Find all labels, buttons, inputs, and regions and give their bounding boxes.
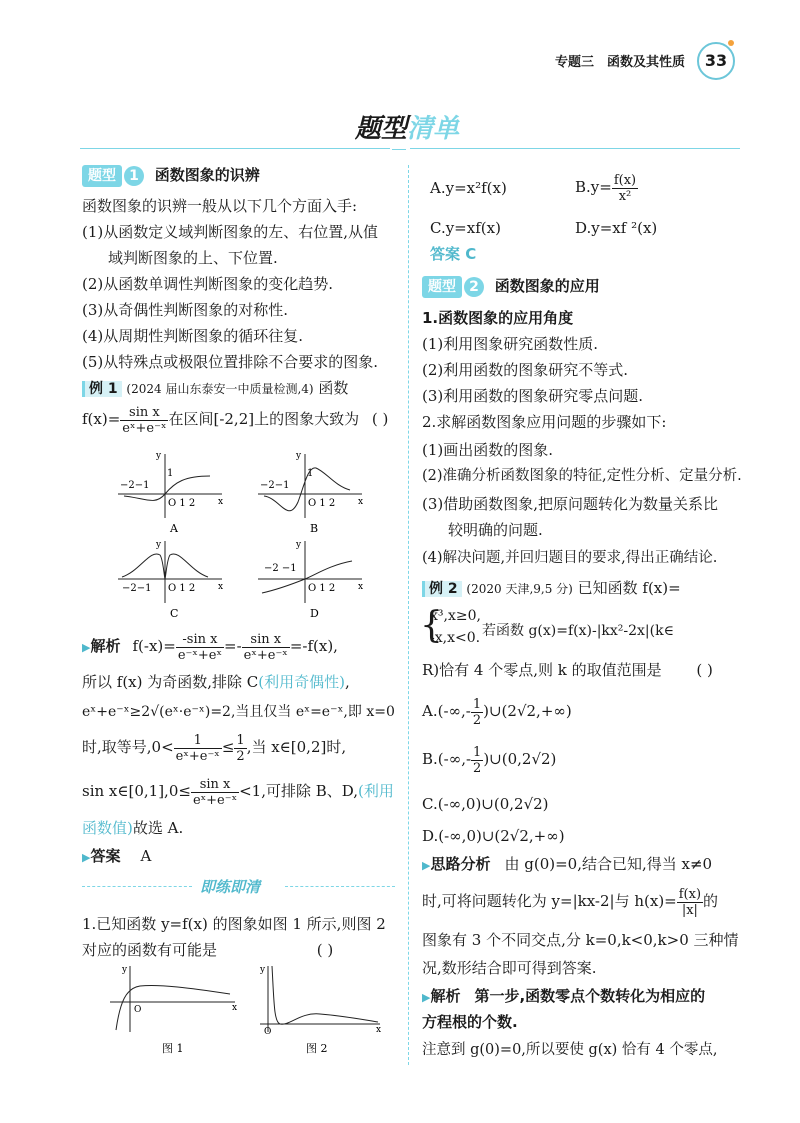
- ex2-a-post: )∪(2√2,+∞): [483, 702, 572, 720]
- type2-b3b: 较明确的问题.: [448, 521, 543, 539]
- ex1-s4b: ≤: [221, 738, 235, 756]
- ex1-s5-note: (利用: [358, 782, 394, 800]
- svg-text:y: y: [296, 540, 302, 550]
- type2-title: 函数图象的应用: [494, 277, 600, 295]
- ex2-t2-d: |x|: [681, 902, 698, 918]
- svg-text:O 1 2: O 1 2: [168, 583, 196, 594]
- ex1-rest: 在区间[-2,2]上的图象大致为: [168, 410, 360, 428]
- ex1-solution-2: 所以 f(x) 为奇函数,排除 C(利用奇偶性),: [82, 673, 350, 691]
- ex1-paren: ( ): [371, 410, 389, 428]
- ex2-b-n: 1: [473, 744, 482, 760]
- svg-text:x: x: [376, 1025, 382, 1035]
- ex1-solution-3: eˣ+e⁻ˣ≥2√(eˣ·e⁻ˣ)=2,当且仅当 eˣ=e⁻ˣ,即 x=0: [82, 704, 395, 720]
- ex1-stem: [82, 404, 388, 436]
- ex2-think-1: [422, 854, 712, 876]
- ex2-a-d: 2: [472, 712, 482, 728]
- ex2-think-3: 图象有 3 个不同交点,分 k=0,k<0,k>0 三种情: [422, 931, 739, 949]
- ex1-s5b: <1,可排除 B、D,: [239, 782, 359, 800]
- graph-b: [258, 451, 363, 535]
- svg-text:y: y: [260, 965, 266, 975]
- banner: [355, 108, 459, 145]
- ex2-t2-frac: [677, 887, 703, 918]
- ex1-s5-d: eˣ+e⁻ˣ: [192, 792, 238, 808]
- ex2-t1: 由 g(0)=0,结合已知,得当 x≠0: [504, 855, 713, 873]
- opt-b-pre: B.y=: [575, 178, 612, 196]
- ex1-frac: [120, 405, 168, 436]
- type1-p1b: 域判断图象的上、下位置.: [108, 249, 278, 267]
- ex1-solution-4: [82, 730, 346, 764]
- practice-rule-right: [285, 886, 395, 888]
- opt-b: [575, 170, 638, 204]
- figure-1-label: 图 1: [162, 1042, 184, 1055]
- type1-p4: (4)从周期性判断图象的循环往复.: [82, 327, 304, 345]
- type2-a1: (1)利用图象研究函数性质.: [422, 335, 599, 353]
- practice-figures: [100, 962, 390, 1062]
- ex1-s5-n: sin x: [191, 777, 239, 793]
- ex2-label: 例 2: [422, 581, 462, 597]
- ex1-s6-note: 函数值): [82, 819, 133, 837]
- answer-arrow-icon: ▶: [82, 851, 91, 864]
- graph-a: [118, 451, 223, 535]
- type2-a3: (3)利用函数的图象研究零点问题.: [422, 387, 644, 405]
- ex1-s4-n: 1: [174, 733, 222, 749]
- ex1-label: 例 1: [82, 381, 122, 397]
- type1-intro: 函数图象的识辨一般从以下几个方面入手:: [82, 197, 358, 215]
- ex1-answer: [82, 846, 151, 868]
- banner-title-a: 题型: [355, 114, 408, 144]
- svg-text:y: y: [156, 451, 162, 461]
- type1-p5: (5)从特殊点或极限位置排除不合要求的图象.: [82, 353, 379, 371]
- type1-num: 1: [124, 166, 144, 186]
- ex1-s4c: ,当 x∈[0,2]时,: [246, 738, 347, 756]
- ex2-tail: 已知函数 f(x)=: [577, 579, 681, 597]
- ex1-s1-n1: -sin x: [176, 632, 224, 648]
- ex1-s1-end: =-f(x),: [289, 637, 338, 655]
- ex1-s4-n2: 1: [236, 732, 245, 748]
- ex1-s1-d2: eˣ+e⁻ˣ: [243, 647, 288, 663]
- ex2-piecewise: [420, 606, 740, 650]
- ex1-ans: A: [140, 847, 152, 865]
- type1-p3: (3)从奇偶性判断图象的对称性.: [82, 301, 289, 319]
- ex2-think-label: 思路分析: [430, 855, 491, 873]
- graph-d-label: D: [310, 607, 319, 620]
- ex2-b-d: 2: [473, 760, 482, 776]
- type2-b2: (2)准确分析函数图象的特征,定性分析、定量分析.: [422, 468, 742, 484]
- ex1-s4-frac2: [234, 733, 246, 764]
- ex2-think-2: [422, 884, 718, 918]
- ex2-a-frac: [471, 697, 483, 728]
- svg-text:−2−1: −2−1: [260, 480, 290, 491]
- opt-b-num: f(x): [613, 172, 637, 188]
- practice-answer: 答案 C: [430, 245, 477, 263]
- svg-text:x: x: [358, 497, 364, 507]
- svg-text:O 1 2: O 1 2: [308, 498, 336, 509]
- ex2-b-post: )∪(0,2√2): [483, 750, 557, 768]
- svg-text:y: y: [296, 451, 302, 461]
- type1-heading: [82, 165, 260, 187]
- ex1-s1-eq: =-: [224, 637, 242, 655]
- ex1-fx: f(x)=: [82, 410, 121, 428]
- ex1-s6: 故选 A.: [132, 819, 184, 837]
- ex2-solution-3: 注意到 g(0)=0,所以要使 g(x) 恰有 4 个零点,: [422, 1042, 718, 1058]
- svg-text:O 1 2: O 1 2: [308, 583, 336, 594]
- ex2-paren: ( ): [696, 661, 713, 679]
- ex1-s5-frac: [191, 777, 239, 808]
- type1-title: 函数图象的识辨: [154, 166, 260, 184]
- ex1-s1-n2: sin x: [242, 632, 290, 648]
- ex1-s4-d2: 2: [236, 748, 245, 764]
- ex2-opt-b: [422, 742, 556, 776]
- ex1-s1-frac2: [242, 632, 290, 663]
- ex1-frac-num: sin x: [120, 405, 168, 421]
- practice-title: 即练即清: [200, 878, 261, 896]
- opt-d: D.y=xf ²(x): [575, 219, 658, 237]
- ex2-t2b: 的: [703, 892, 719, 910]
- svg-text:O 1 2: O 1 2: [168, 498, 196, 509]
- ex1-s1-d1: e⁻ˣ+eˣ: [177, 647, 223, 663]
- type1-badge: 题型: [82, 165, 122, 187]
- ex2-brace-icon: {: [420, 605, 443, 646]
- figure-2-label: 图 2: [306, 1042, 328, 1055]
- type2-h2: 2.求解函数图象应用问题的步骤如下:: [422, 413, 667, 431]
- ex2-case2: -x,x<0.: [430, 630, 481, 646]
- ex1-s4-d: eˣ+e⁻ˣ: [175, 748, 220, 764]
- ex1-graphs: [110, 446, 400, 626]
- practice-q1a: 1.已知函数 y=f(x) 的图象如图 1 所示,则图 2: [82, 915, 386, 933]
- ex2-a-n: 1: [472, 696, 482, 712]
- ex2-b-frac: [471, 745, 483, 776]
- practice-q1b-text: 对应的函数有可能是: [82, 941, 218, 959]
- type2-num: 2: [464, 277, 484, 297]
- graph-c: [118, 540, 223, 620]
- type2-a2: (2)利用函数的图象研究不等式.: [422, 361, 629, 379]
- ex1-header: [82, 378, 348, 399]
- ex2-solution-2: 方程根的个数.: [422, 1013, 518, 1031]
- ex2-a-pre: A.(-∞,-: [422, 702, 471, 720]
- practice-rule-left: [82, 886, 192, 888]
- opt-b-den: x²: [618, 188, 632, 204]
- header-topic: 函数及其性质: [607, 55, 686, 70]
- opt-b-frac: [612, 173, 638, 204]
- banner-rule-left: [80, 148, 390, 149]
- ex2-line2: [422, 660, 713, 680]
- ex1-s4-frac: [174, 733, 222, 764]
- ex1-solution-1: [82, 630, 338, 664]
- banner-notch-icon: [392, 141, 406, 150]
- think-arrow-icon: ▶: [422, 859, 431, 872]
- banner-rule-right: [410, 148, 740, 149]
- svg-text:−2−1: −2−1: [122, 583, 152, 594]
- type1-p1a: (1)从函数定义域判断图象的左、右位置,从值: [82, 223, 379, 241]
- type2-badge: 题型: [422, 276, 462, 298]
- svg-text:x: x: [218, 497, 224, 507]
- ex2-think-4: 况,数形结合即可得到答案.: [422, 959, 597, 977]
- svg-text:y: y: [122, 965, 128, 975]
- opt-c: C.y=xf(x): [430, 219, 501, 237]
- page-dot-icon: [728, 40, 734, 46]
- graph-a-label: A: [170, 522, 178, 535]
- svg-text:−2−1: −2−1: [120, 480, 150, 491]
- solution-arrow-icon: ▶: [82, 641, 91, 654]
- header-section: 专题三: [555, 55, 595, 70]
- svg-text:1: 1: [307, 468, 314, 479]
- ex1-solution-6: [82, 818, 183, 838]
- ex2-case1: x³,x≥0,: [430, 608, 481, 624]
- ex2-header: [422, 578, 681, 599]
- type2-heading: [422, 276, 600, 298]
- ex2-cond: 若函数 g(x)=f(x)-|kx²-2x|(k∈: [482, 623, 674, 639]
- svg-text:x: x: [358, 582, 364, 592]
- ex2-t2-n: f(x): [678, 886, 702, 902]
- type2-b4: (4)解决问题,并回归题目的要求,得出正确结论.: [422, 550, 718, 566]
- ex1-s2: 所以 f(x) 为奇函数,排除 C: [82, 673, 259, 691]
- ex1-s4a: 时,取等号,0<: [82, 738, 174, 756]
- ex1-s2-note: (利用奇偶性): [258, 673, 345, 691]
- ex1-s1-frac1: [176, 632, 224, 663]
- ex1-s1-lhs: f(-x)=: [132, 637, 176, 655]
- banner-title-b: 清单: [407, 114, 460, 144]
- ex1-tail: 函数: [318, 379, 349, 397]
- ex2-t2a: 时,可将问题转化为 y=|kx-2|与 h(x)=: [422, 892, 677, 910]
- ex2-source: (2020 天津,9,5 分): [466, 582, 573, 596]
- ex1-frac-den: eˣ+e⁻ˣ: [122, 420, 167, 436]
- figure-2: [259, 965, 381, 1055]
- ex1-s5a: sin x∈[0,1],0≤: [82, 782, 191, 800]
- ex2-jiexi: 解析: [430, 987, 461, 1005]
- type1-p2: (2)从函数单调性判断图象的变化趋势.: [82, 275, 334, 293]
- ex1-ans-label: 答案: [90, 847, 121, 865]
- svg-text:O: O: [134, 1005, 142, 1015]
- ex2-line2-text: R)恰有 4 个零点,则 k 的取值范围是: [422, 661, 662, 679]
- ex2-opt-d: D.(-∞,0)∪(2√2,+∞): [422, 827, 565, 845]
- svg-text:x: x: [232, 1003, 238, 1013]
- practice-q1-paren: ( ): [316, 941, 334, 959]
- svg-text:1: 1: [167, 468, 174, 479]
- ex2-opt-c: C.(-∞,0)∪(0,2√2): [422, 795, 549, 813]
- type2-b3a: (3)借助函数图象,把原问题转化为数量关系比: [422, 495, 719, 513]
- ex1-jiexi: 解析: [90, 637, 121, 655]
- type2-b1: (1)画出函数的图象.: [422, 441, 554, 459]
- svg-text:y: y: [156, 540, 162, 550]
- type2-h1: 1.函数图象的应用角度: [422, 309, 574, 327]
- opt-a: A.y=x²f(x): [430, 179, 507, 197]
- page-number: 33: [697, 42, 735, 80]
- solution2-arrow-icon: ▶: [422, 991, 431, 1004]
- ex2-b-pre: B.(-∞,-: [422, 750, 472, 768]
- ex1-solution-5: [82, 774, 394, 808]
- column-divider: [408, 165, 409, 1065]
- svg-text:x: x: [218, 582, 224, 592]
- practice-q1b: [82, 940, 333, 960]
- svg-text:O: O: [264, 1027, 272, 1037]
- figure-1: [110, 965, 237, 1055]
- graph-d: [258, 540, 363, 620]
- ex2-solution-1: [422, 986, 705, 1008]
- graph-b-label: B: [310, 522, 319, 535]
- graph-c-label: C: [170, 607, 179, 620]
- svg-text:−2 −1: −2 −1: [264, 563, 297, 574]
- ex2-opt-a: [422, 694, 572, 728]
- ex2-j1: 第一步,函数零点个数转化为相应的: [474, 987, 706, 1005]
- ex1-source: (2024 届山东泰安一中质量检测,4): [126, 382, 314, 396]
